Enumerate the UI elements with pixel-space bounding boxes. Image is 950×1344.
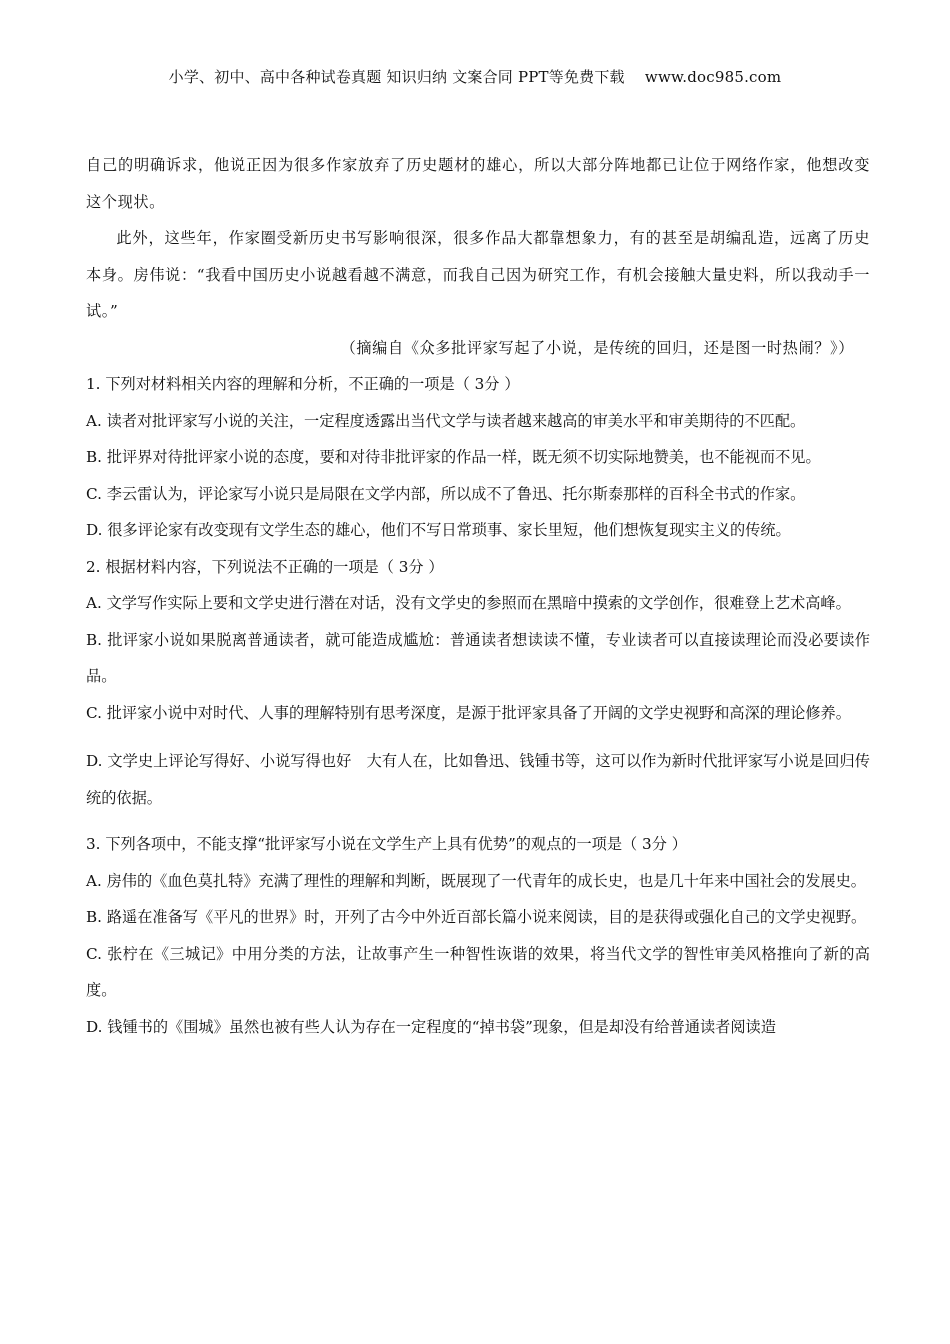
option-c: C. 批评家小说中对时代、人事的理解特别有思考深度，是源于批评家具备了开阔的文学史视野和高深的理论修养。: [86, 703, 851, 722]
option-c: C. 李云雷认为，评论家写小说只是局限在文学内部，所以成不了鲁迅、托尔斯泰那样的百科全书式的作家。: [86, 484, 806, 503]
option-d: D. 钱锺书的《围城》虽然也被有些人认为存在一定程度的“掉书袋”现象，但是却没有给普通读者阅读造: [86, 1017, 776, 1036]
option-a: A. 房伟的《血色莫扎特》充满了理性的理解和判断，既展现了一代青年的成长史，也是几十年来中国社会的发展史。: [86, 871, 866, 890]
passage-source: （摘编自《众多批评家写起了小说，是传统的回归，还是图一时热闹？》）: [340, 338, 854, 357]
option-b: B. 批评家小说如果脱离普通读者，就可能造成尴尬：普通读者想读读不懂，专业读者可以直接读理论而没必要读作品。: [86, 630, 870, 685]
question-stem: 2. 根据材料内容，下列说法不正确的一项是（ 3分 ）: [86, 557, 444, 576]
passage-paragraph-2: 此外，这些年，作家圈受新历史书写影响很深，很多作品大都靠想象力，有的甚至是胡编乱造，远离了历史本身。房伟说：“我看中国历史小说越看越不满意，而我自己因为研究工作，有机会接触大量史料，所以我动手一试。”: [86, 229, 870, 320]
option-a: A. 文学写作实际上要和文学史进行潜在对话，没有文学史的参照而在黑暗中摸索的文学创作，很难登上艺术高峰。: [86, 594, 851, 612]
exam-content: [86, 147, 870, 1045]
site-banner: 小学、初中、高中各种试卷真题 知识归纳 文案合同 PPT等免费下载 www.doc985.com: [168, 68, 782, 86]
option-b: B. 批评界对待批评家小说的态度，要和对待非批评家的作品一样，既无须不切实际地赞美，也不能视而不见。: [86, 448, 821, 466]
question-stem: 3. 下列各项中，不能支撑“批评家写小说在文学生产上具有优势”的观点的一项是（ 3分 ）: [86, 835, 687, 853]
option-a: A. 读者对批评家写小说的关注，一定程度透露出当代文学与读者越来越高的审美水平和审美期待的不匹配。: [86, 411, 806, 430]
question-2: [86, 549, 870, 817]
passage-paragraph-1: 自己的明确诉求，他说正因为很多作家放弃了历史题材的雄心，所以大部分阵地都已让位于网络作家，他想改变这个现状。: [86, 156, 870, 211]
option-d: D. 很多评论家有改变现有文学生态的雄心，他们不写日常琐事、家长里短，他们想恢复现实主义的传统。: [86, 521, 791, 539]
question-1: [86, 366, 870, 549]
option-d: D. 文学史上评论写得好、小说写得也好 大有人在，比如鲁迅、钱锺书等，这可以作为新时代批评家写小说是回归传统的依据。: [86, 752, 870, 807]
question-3: [86, 826, 870, 1045]
question-stem: 1. 下列对材料相关内容的理解和分析，不正确的一项是（ 3分 ）: [86, 375, 520, 393]
option-c: C. 张柠在《三城记》中用分类的方法，让故事产生一种智性诙谐的效果，将当代文学的智性审美风格推向了新的高度。: [86, 944, 870, 999]
option-b: B. 路遥在准备写《平凡的世界》时，开列了古今中外近百部长篇小说来阅读，目的是获得或强化自己的文学史视野。: [86, 908, 867, 926]
